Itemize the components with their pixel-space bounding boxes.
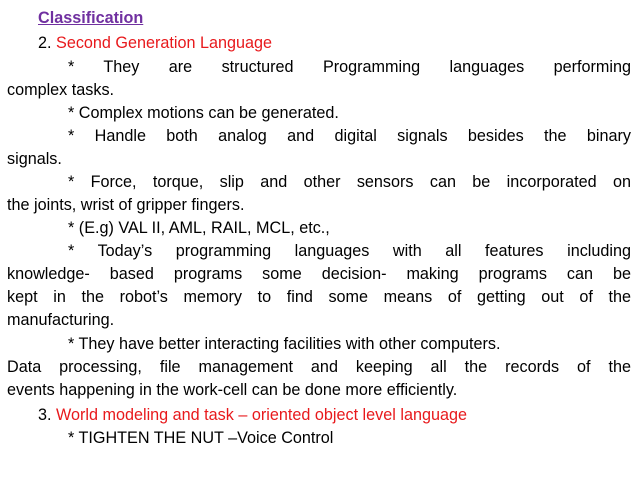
slide-heading: Classification	[38, 9, 144, 27]
body-line-6: * Force, torque, slip and other sensors can be incorporated on	[68, 173, 631, 191]
body-line-1: * They are structured Programming languages performing	[68, 58, 631, 76]
body-line-10: knowledge- based programs some decision- making programs can be	[7, 265, 631, 283]
body-line-last: * TIGHTEN THE NUT –Voice Control	[68, 429, 334, 447]
body-line-13: * They have better interacting facilities with other computers.	[68, 335, 501, 353]
body-line-8: * (E.g) VAL II, AML, RAIL, MCL, etc.,	[68, 219, 330, 237]
body-line-3: * Complex motions can be generated.	[68, 104, 339, 122]
body-line-11: kept in the robot’s memory to find some means of getting out of the	[7, 288, 631, 306]
section-3-heading	[38, 404, 467, 426]
body-line-15: events happening in the work-cell can be done more efficiently.	[7, 381, 458, 399]
body-line-12: manufacturing.	[7, 311, 115, 329]
body-line-4: * Handle both analog and digital signals besides the binary	[68, 127, 631, 145]
body-line-14: Data processing, file management and keeping all the records of the	[7, 358, 631, 376]
section-3-number: 3.	[38, 406, 52, 424]
section-3-title: World modeling and task – oriented object level language	[56, 406, 467, 424]
body-line-7: the joints, wrist of gripper fingers.	[7, 196, 245, 214]
section-2-title: Second Generation Language	[56, 34, 273, 52]
section-2-number: 2.	[38, 34, 52, 52]
body-line-9: * Today’s programming languages with all features including	[68, 242, 631, 260]
section-2-heading	[38, 32, 272, 54]
body-line-5: signals.	[7, 150, 62, 168]
body-line-2: complex tasks.	[7, 81, 115, 99]
